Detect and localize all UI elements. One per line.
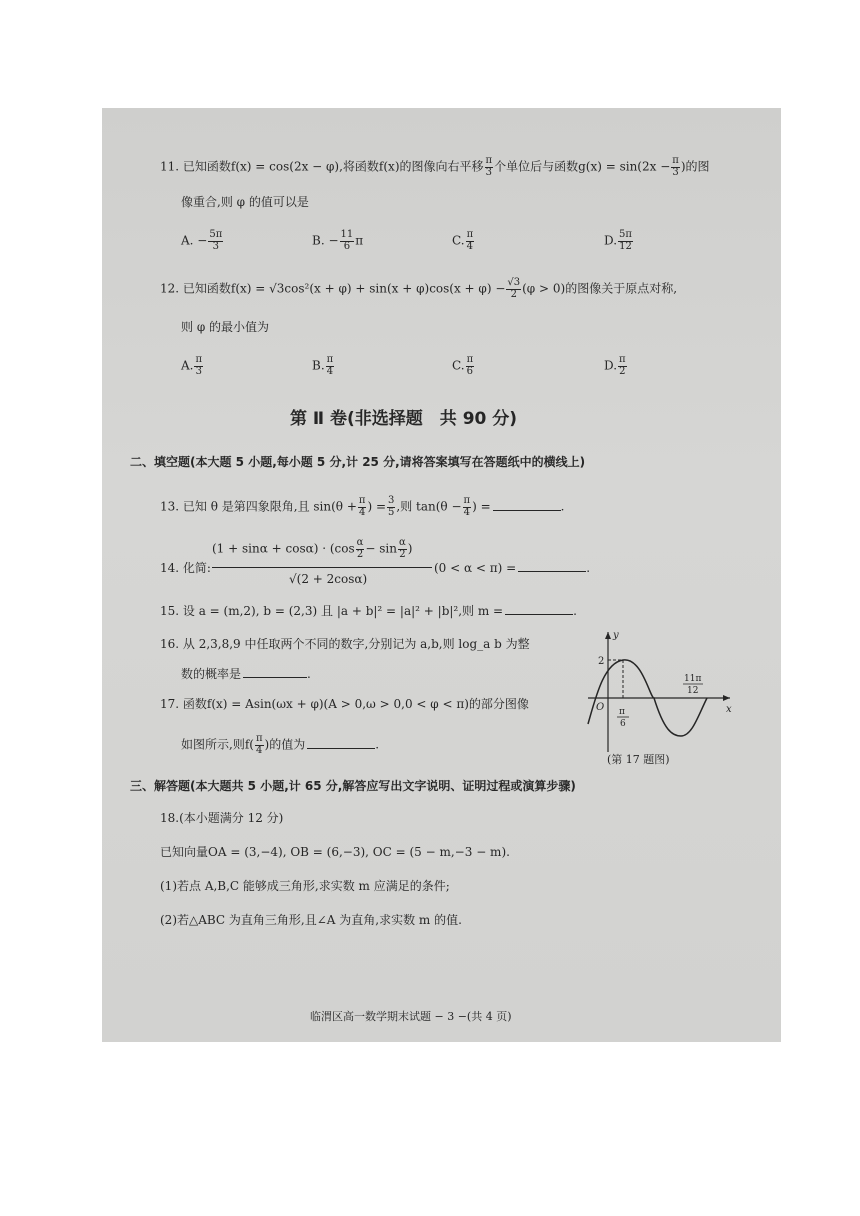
question-14-fraction-bar — [212, 567, 432, 568]
x-axis-arrow — [723, 695, 730, 701]
peak-x-num: π — [619, 707, 625, 717]
figure-17-sine-graph — [580, 626, 740, 761]
y-axis-arrow — [605, 632, 611, 639]
question-17-line-1: 17. 函数f(x) = Asin(ωx + φ)(A > 0,ω > 0,0 < φ < π)的部分图像 — [160, 697, 529, 711]
page-footer: 临渭区高一数学期末试题 − 3 −(共 4 页) — [310, 1010, 512, 1023]
question-17-line-2: 如图所示,则f( $\frac{\pi}{4}$ )的值为 . — [181, 733, 380, 756]
question-14-numerator: (1 + sinα + cosα) · (cos $\frac{\alpha}{2}$ − sin $\frac{\alpha}{2}$ ) — [212, 537, 413, 560]
question-11-option-d: D. $\frac{5\pi}{12}$ — [604, 229, 632, 252]
question-12-option-a: A. $\frac{\pi}{3}$ — [181, 354, 203, 377]
x-axis-label: x — [726, 704, 732, 715]
exam-page — [102, 108, 781, 1042]
question-11-option-a: A. − $\frac{5\pi}{3}$ — [181, 229, 223, 252]
peak-value-label: 2 — [598, 656, 605, 667]
question-15: 15. 设 a = (m,2), b = (2,3) 且 |a + b|² = |a|² + |b|²,则 m = . — [160, 604, 577, 618]
fraction: $\frac{\pi}{3}$ — [485, 155, 493, 178]
question-14-tail: (0 < α < π) = . — [434, 561, 591, 575]
question-11-line-2: 像重合,则 φ 的值可以是 — [181, 195, 309, 209]
answer-blank — [505, 605, 573, 615]
answer-blank — [307, 739, 375, 749]
zero-x-den: 12 — [687, 686, 699, 696]
question-16-line-2: 数的概率是 . — [181, 667, 311, 681]
question-13: 13. 已知 θ 是第四象限角,且 sin(θ + $\frac{\pi}{4}$ ) = $\frac{3}{5}$ ,则 tan(θ − $\frac{\pi}{4}$ ) = . — [160, 495, 565, 518]
question-18-title: 18.(本小题满分 12 分) — [160, 811, 284, 825]
question-12-option-d: D. $\frac{\pi}{2}$ — [604, 354, 626, 377]
question-12-option-c: C. $\frac{\pi}{6}$ — [452, 354, 474, 377]
fraction: $\frac{\pi}{3}$ — [672, 155, 679, 178]
question-14-denominator: √(2 + 2cosα) — [289, 572, 368, 586]
question-11-option-c: C. $\frac{\pi}{4}$ — [452, 229, 474, 252]
answer-blank — [243, 668, 307, 678]
question-12-line-2: 则 φ 的最小值为 — [181, 320, 270, 334]
origin-label: O — [596, 702, 605, 713]
figure-17-caption: (第 17 题图) — [607, 753, 670, 766]
section-2-title: 第 Ⅱ 卷(非选择题 共 90 分) — [290, 409, 518, 429]
question-12-line-1: 12. 已知函数f(x) = √3cos²(x + φ) + sin(x + φ)cos(x + φ) − $\frac{√3}{2}$ (φ > 0)的图像关于原点对称, — [160, 277, 678, 300]
answer-blank — [493, 501, 561, 511]
question-16-line-1: 16. 从 2,3,8,9 中任取两个不同的数字,分别记为 a,b,则 log_a b 为整 — [160, 637, 530, 651]
question-18-part-1: (1)若点 A,B,C 能够成三角形,求实数 m 应满足的条件; — [160, 879, 450, 893]
question-12-option-b: B. $\frac{\pi}{4}$ — [312, 354, 334, 377]
answer-blank — [518, 562, 586, 572]
part-3-heading: 三、解答题(本大题共 5 小题,计 65 分,解答应写出文字说明、证明过程或演算步骤) — [130, 779, 576, 793]
question-11-line-1: 11. 已知函数f(x) = cos(2x − φ),将函数f(x)的图像向右平移 $\frac{\pi}{3}$ 个单位后与函数g(x) = sin(2x − $\frac{\pi}{3}$ )的图 — [160, 155, 710, 178]
zero-x-num: 11π — [684, 674, 702, 684]
question-14-label: 14. 化简: — [160, 561, 211, 575]
question-11-option-b: B. − $\frac{11}{6}$ π — [312, 229, 364, 252]
question-18-part-2: (2)若△ABC 为直角三角形,且∠A 为直角,求实数 m 的值. — [160, 913, 462, 927]
question-18-given: 已知向量OA = (3,−4), OB = (6,−3), OC = (5 − m,−3 − m). — [160, 845, 510, 859]
peak-x-den: 6 — [620, 719, 626, 729]
part-2-heading: 二、填空题(本大题 5 小题,每小题 5 分,计 25 分,请将答案填写在答题纸中的横线上) — [130, 455, 586, 469]
y-axis-label: y — [613, 630, 619, 641]
